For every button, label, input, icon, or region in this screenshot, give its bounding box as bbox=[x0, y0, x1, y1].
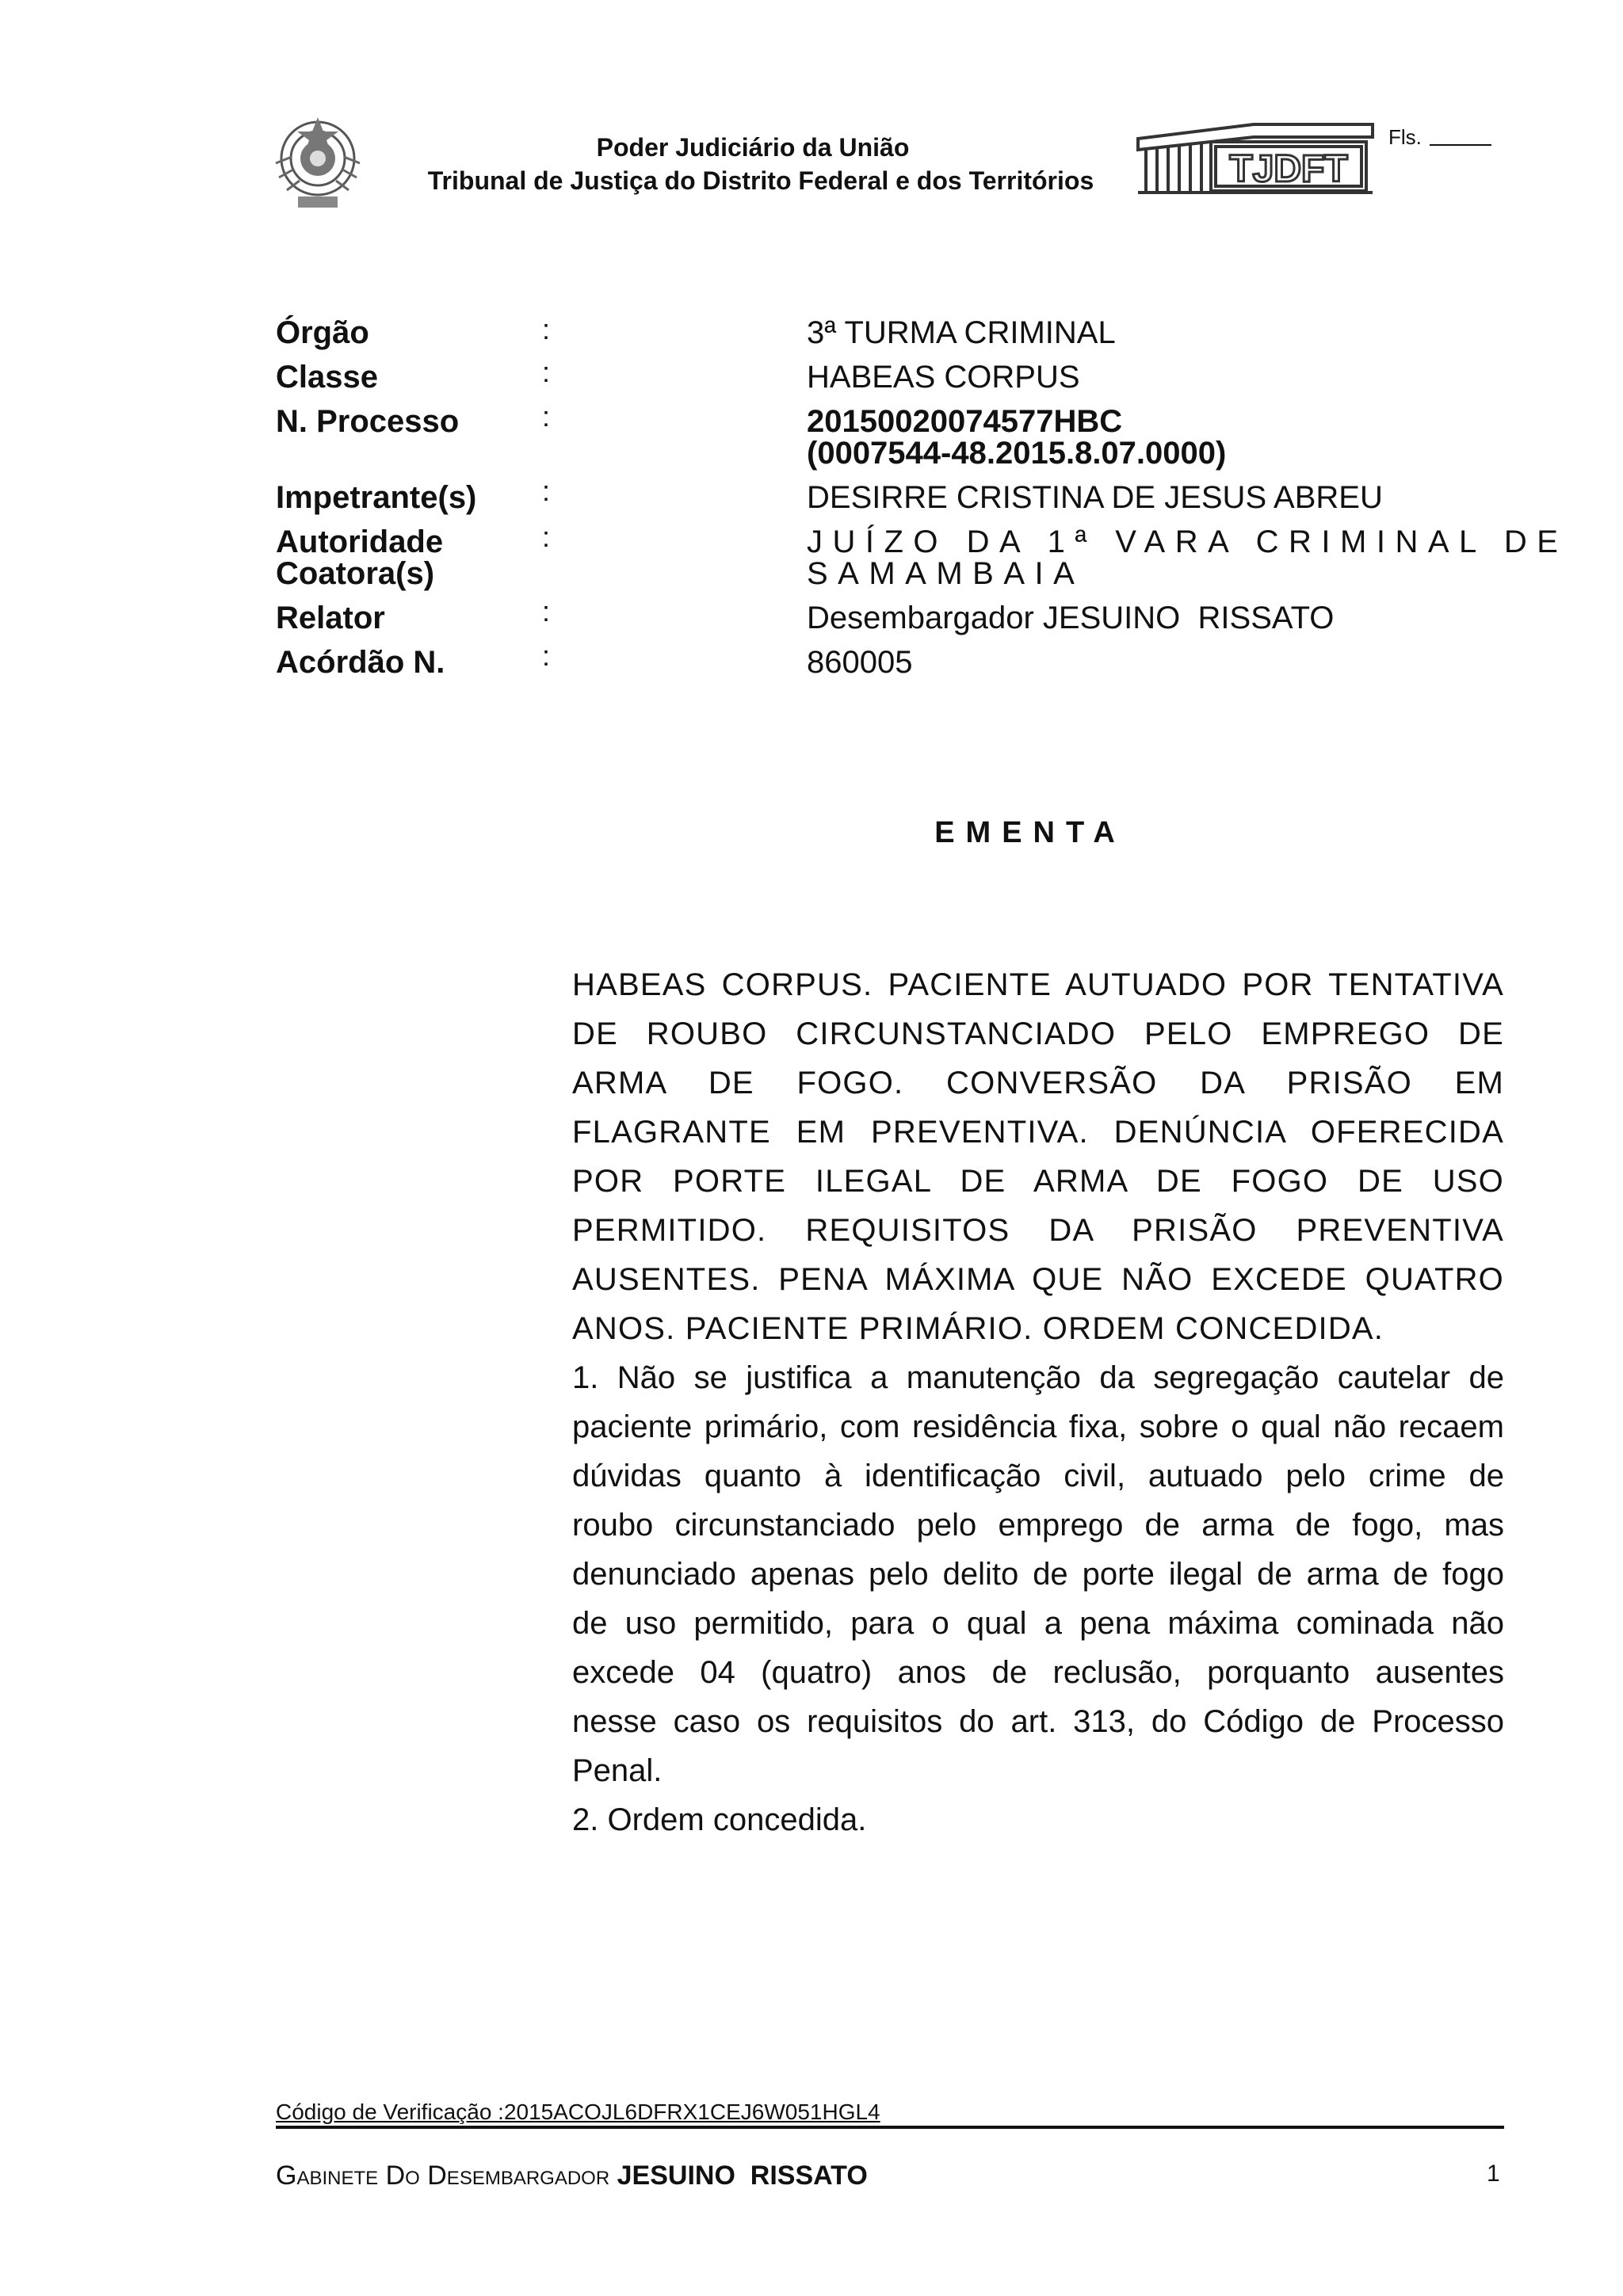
gabinete-name: JESUINO RISSATO bbox=[617, 2161, 868, 2191]
value-autoridade: JUÍZO DA 1ª VARA CRIMINAL DE bbox=[807, 524, 1568, 559]
fls-field bbox=[1388, 125, 1491, 150]
ementa-line: DE ROUBO CIRCUNSTANCIADO PELO EMPREGO DE bbox=[572, 1016, 1504, 1051]
verification-code: Código de Verificação :2015ACOJL6DFRX1CEJ6W051HGL4 bbox=[276, 2100, 880, 2124]
value-acordao: 860005 bbox=[807, 645, 913, 680]
brasao-seal-icon bbox=[268, 111, 368, 215]
ementa-line: AUSENTES. PENA MÁXIMA QUE NÃO EXCEDE QUATRO bbox=[572, 1262, 1504, 1297]
value-processo-cnj: (0007544-48.2015.8.07.0000) bbox=[807, 436, 1227, 471]
ementa-line: roubo circunstanciado pelo emprego de arma de fogo, mas bbox=[572, 1508, 1504, 1543]
ementa-line: POR PORTE ILEGAL DE ARMA DE FOGO DE USO bbox=[572, 1164, 1504, 1199]
ementa-body bbox=[572, 960, 1504, 1844]
label-autoridade: Autoridade bbox=[276, 524, 444, 559]
value-relator: Desembargador JESUINO RISSATO bbox=[807, 601, 1335, 635]
label-impetrante: Impetrante(s) bbox=[276, 480, 477, 515]
label-relator: Relator bbox=[276, 601, 385, 635]
ementa-line: nesse caso os requisitos do art. 313, do Código de Processo bbox=[572, 1704, 1504, 1739]
tjdft-logo-icon bbox=[1135, 115, 1381, 202]
colon: : bbox=[542, 475, 551, 507]
colon: : bbox=[542, 400, 551, 433]
ementa-line: dúvidas quanto à identificação civil, autuado pelo crime de bbox=[572, 1459, 1504, 1493]
value-classe: HABEAS CORPUS bbox=[807, 360, 1080, 395]
ementa-line: 2. Ordem concedida. bbox=[572, 1802, 867, 1837]
value-autoridade-cont: SAMAMBAIA bbox=[807, 556, 1085, 591]
ementa-line: ANOS. PACIENTE PRIMÁRIO. ORDEM CONCEDIDA. bbox=[572, 1311, 1384, 1346]
header-title: Poder Judiciário da União bbox=[596, 133, 910, 162]
colon: : bbox=[542, 639, 551, 672]
tjdft-logo-text: TJDFT bbox=[1229, 148, 1348, 190]
ementa-line: paciente primário, com residência fixa, sobre o qual não recaem bbox=[572, 1409, 1504, 1444]
value-impetrante: DESIRRE CRISTINA DE JESUS ABREU bbox=[807, 480, 1383, 515]
label-orgao: Órgão bbox=[276, 315, 369, 350]
ementa-line: de uso permitido, para o qual a pena máxima cominada não bbox=[572, 1606, 1504, 1641]
footer-divider bbox=[276, 2126, 1504, 2129]
ementa-line: Penal. bbox=[572, 1753, 663, 1788]
ementa-title: EMENTA bbox=[934, 816, 1126, 849]
colon: : bbox=[542, 356, 551, 388]
fls-blank-line bbox=[1430, 144, 1491, 146]
label-coatora: Coatora(s) bbox=[276, 556, 435, 591]
colon: : bbox=[542, 313, 551, 345]
label-processo: N. Processo bbox=[276, 404, 460, 439]
value-orgao: 3ª TURMA CRIMINAL bbox=[807, 315, 1116, 350]
ementa-line: 1. Não se justifica a manutenção da segregação cautelar de bbox=[572, 1360, 1504, 1395]
colon: : bbox=[542, 521, 551, 553]
ementa-line: PERMITIDO. REQUISITOS DA PRISÃO PREVENTIVA bbox=[572, 1213, 1504, 1248]
ementa-line: FLAGRANTE EM PREVENTIVA. DENÚNCIA OFERECIDA bbox=[572, 1115, 1504, 1150]
ementa-line: ARMA DE FOGO. CONVERSÃO DA PRISÃO EM bbox=[572, 1066, 1504, 1100]
header-subtitle: Tribunal de Justiça do Distrito Federal e dos Territórios bbox=[427, 166, 1094, 195]
ementa-line: HABEAS CORPUS. PACIENTE AUTUADO POR TENTATIVA bbox=[572, 967, 1504, 1002]
fls-label: Fls. bbox=[1388, 125, 1422, 149]
gabinete-prefix: Gabinete Do Desembargador bbox=[276, 2161, 610, 2191]
footer-gabinete bbox=[276, 2161, 868, 2191]
label-classe: Classe bbox=[276, 360, 378, 395]
ementa-line: excede 04 (quatro) anos de reclusão, porquanto ausentes bbox=[572, 1655, 1504, 1690]
label-acordao: Acórdão N. bbox=[276, 645, 445, 680]
colon: : bbox=[542, 595, 551, 627]
ementa-line: denunciado apenas pelo delito de porte ilegal de arma de fogo bbox=[572, 1557, 1504, 1592]
value-processo: 20150020074577HBC bbox=[807, 404, 1123, 439]
page-number: 1 bbox=[1487, 2161, 1500, 2187]
